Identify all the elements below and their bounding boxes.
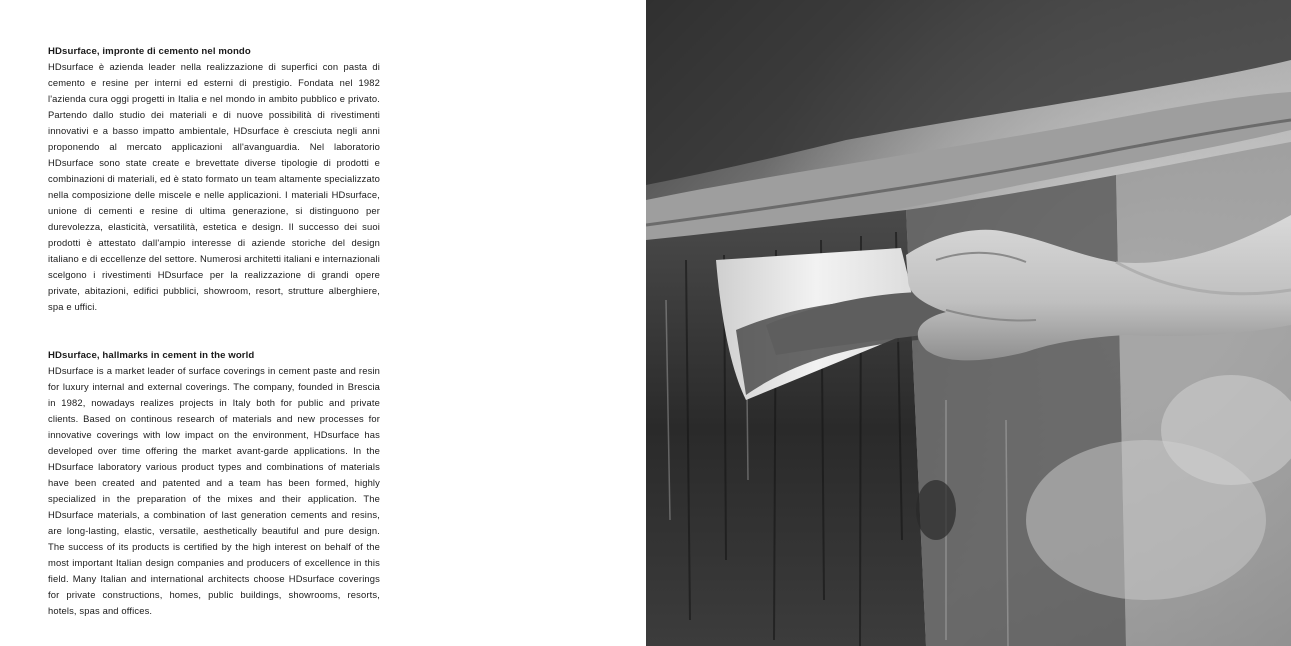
photo-page xyxy=(646,0,1291,646)
english-body: HDsurface is a market leader of surface coverings in cement paste and resin for luxury internal and external coverings. The company, founded in Brescia in 1982, nowadays realizes projects in Italy both for public and private clients. Based on continous research of materials and new processes for innovative coverings with low impact on the environment, HDsurface has developed over time offering the market avant-garde applications. In the HDsurface laboratory various product types and combinations of materials have been created and patented and a team has been formed, highly specialized in the preparation of the mixes and their application. The HDsurface materials, a combination of last generation cements and resins, are long-lasting, elastic, versatile, aesthetically beautiful and pure design. The success of its products is certified by the high interest on behalf of the most important Italian design companies and producers of excellence in this field. Many Italian and international architects choose HDsurface coverings for private constructions, homes, public buildings, showrooms, resorts, hotels, spas and offices. xyxy=(48,365,380,616)
trowel-photo xyxy=(646,0,1291,646)
english-heading: HDsurface, hallmarks in cement in the world xyxy=(48,350,255,361)
wet-spot xyxy=(916,480,956,540)
text-column xyxy=(48,45,380,619)
italian-section xyxy=(48,45,380,315)
english-section xyxy=(48,349,380,619)
italian-body: HDsurface è azienda leader nella realizzazione di superfici con pasta di cemento e resine per interni ed esterni di prestigio. Fondata nel 1982 l'azienda cura oggi progetti in Italia e nel mondo in ambito pubblico e privato. Partendo dallo studio dei materiali e di nuove possibilità di rivestimenti innovativi e a basso impatto ambientale, HDsurface è cresciuta negli anni proponendo al mercato applicazioni all'avanguardia. Nel laboratorio HDsurface sono state create e brevettate diverse tipologie di prodotti e combinazioni di materiali, ed è stato formato un team altamente specializzato nella composizione delle miscele e nelle applicazioni. I materiali HDsurface, unione di cementi e resine di ultima generazione, si distinguono per durevolezza, elasticità, versatilità, estetica e design. Il successo dei suoi prodotti è attestato dall'ampio interesse di aziende storiche del design italiano e di eccellenze del settore. Numerosi architetti italiani e internazionali scelgono i rivestimenti HDsurface per la realizzazione di grandi opere private, abitazioni, edifici pubblici, showroom, resort, strutture alberghiere, spa e uffici. xyxy=(48,61,380,312)
italian-heading: HDsurface, impronte di cemento nel mondo xyxy=(48,46,251,57)
